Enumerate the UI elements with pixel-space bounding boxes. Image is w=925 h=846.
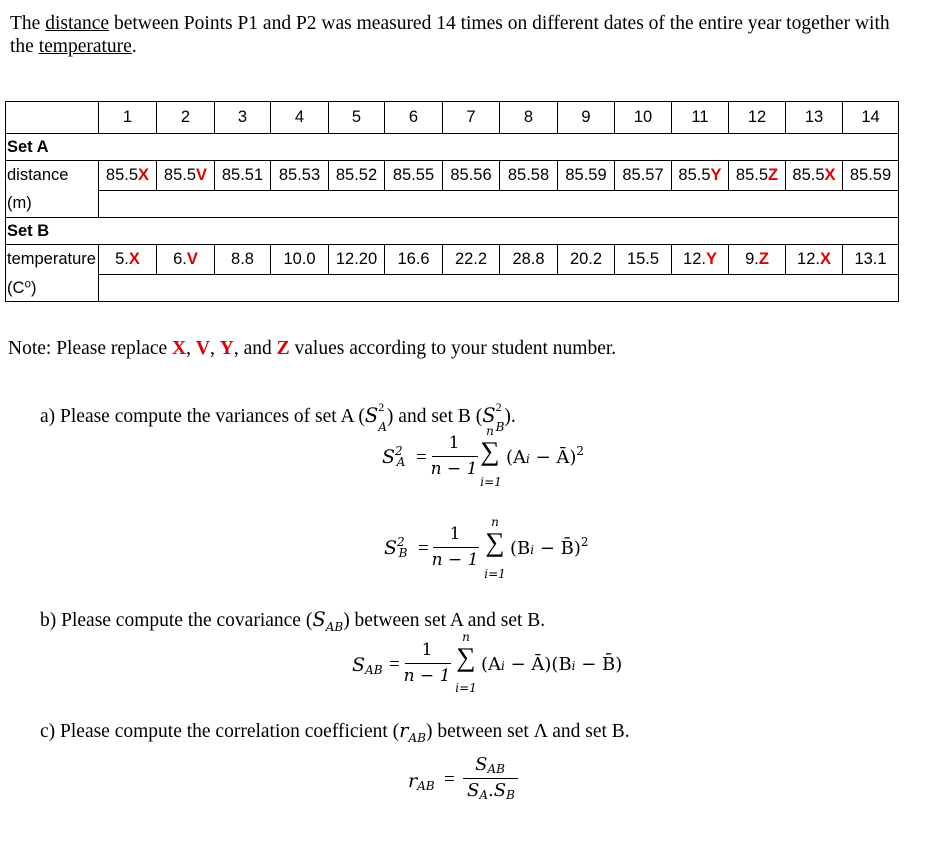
distance-cell — [729, 161, 786, 191]
temperature-unit: (C⁰) — [6, 275, 99, 302]
temperature-value: 5. — [115, 250, 129, 268]
temperature-cell — [215, 245, 271, 275]
col-header: 8 — [500, 102, 558, 134]
var-y: Y — [219, 338, 234, 359]
distance-cell — [558, 161, 615, 191]
measurement-table — [5, 101, 899, 302]
corner-cell — [6, 102, 99, 134]
temperature-value: 8.8 — [231, 250, 254, 268]
col-header: 13 — [786, 102, 843, 134]
col-header: 2 — [157, 102, 215, 134]
temperature-value: 12. — [797, 250, 820, 268]
distance-cell — [672, 161, 729, 191]
col-header: 6 — [385, 102, 443, 134]
student-variable: Y — [710, 166, 722, 184]
col-header: 5 — [329, 102, 385, 134]
temperature-cell — [329, 245, 385, 275]
distance-value: 85.53 — [278, 166, 321, 184]
student-variable: Z — [768, 166, 779, 184]
distance-value: 85.51 — [221, 166, 264, 184]
temperature-value: 10.0 — [283, 250, 316, 268]
col-header: 12 — [729, 102, 786, 134]
distance-unit-filler — [99, 191, 899, 218]
distance-value: 85.5 — [792, 166, 825, 184]
header-row — [6, 102, 899, 134]
set-b-label: Set B — [6, 218, 899, 245]
student-variable: V — [196, 166, 208, 184]
var-z: Z — [276, 338, 290, 359]
temperature-cell — [615, 245, 672, 275]
col-header: 3 — [215, 102, 271, 134]
question-a: a) Please compute the variances of set A (S 2 $_A$) and set B (S 2 $_B$). — [40, 400, 516, 434]
student-variable: X — [138, 166, 150, 184]
note-text: Note: Please replace X, V, Y, and Z values according to your student number. — [8, 338, 617, 359]
distance-value: 85.56 — [450, 166, 492, 184]
distance-cell — [271, 161, 329, 191]
distance-cell — [843, 161, 899, 191]
temperature-cell — [843, 245, 899, 275]
distance-cell — [99, 161, 157, 191]
distance-cell — [329, 161, 385, 191]
temperature-cell — [558, 245, 615, 275]
col-header: 10 — [615, 102, 672, 134]
temperature-row — [6, 245, 899, 275]
col-header: 1 — [99, 102, 157, 134]
student-variable: Y — [705, 250, 717, 268]
col-header: 9 — [558, 102, 615, 134]
set-a-label: Set A — [6, 134, 899, 161]
temperature-value: 13.1 — [854, 250, 887, 268]
distance-value: 85.5 — [678, 166, 711, 184]
student-variable: X — [824, 166, 836, 184]
distance-value: 85.57 — [622, 166, 664, 184]
student-variable: V — [186, 250, 198, 268]
col-header: 7 — [443, 102, 500, 134]
temperature-value: 16.6 — [397, 250, 430, 268]
distance-link: distance — [45, 13, 110, 34]
temperature-link: temperature — [38, 36, 132, 57]
distance-row — [6, 161, 899, 191]
col-header: 14 — [843, 102, 899, 134]
temperature-value: 22.2 — [454, 250, 488, 268]
temperature-label: temperature — [6, 245, 99, 275]
student-variable: X — [819, 250, 831, 268]
student-variable: Z — [758, 250, 769, 268]
var-x: X — [172, 338, 187, 359]
temperature-value: 28.8 — [512, 250, 545, 268]
distance-value: 85.59 — [849, 166, 892, 184]
question-c: c) Please compute the correlation coefficient $(r_{AB})$ between set Λ and set B. — [40, 719, 630, 745]
temperature-cell — [672, 245, 729, 275]
distance-cell — [615, 161, 672, 191]
intro-paragraph: The distance between Points P1 and P2 was measured 14 times on different dates of the entire year together with the temperature. — [10, 13, 890, 57]
distance-value: 85.58 — [507, 166, 550, 184]
distance-value: 85.5 — [163, 166, 197, 184]
distance-cell — [215, 161, 271, 191]
distance-value: 85.5 — [735, 166, 769, 184]
temperature-cell — [271, 245, 329, 275]
distance-value: 85.59 — [565, 166, 607, 184]
question-b: b) Please compute the covariance $(S_{AB})$ between set A and set B. — [40, 608, 546, 634]
col-header: 4 — [271, 102, 329, 134]
var-v: V — [195, 338, 210, 359]
set-a-row — [6, 134, 899, 161]
temperature-cell — [786, 245, 843, 275]
distance-cell — [385, 161, 443, 191]
temperature-value: 6. — [173, 250, 187, 268]
temperature-value: 12. — [683, 250, 706, 268]
distance-unit: (m) — [6, 191, 99, 218]
distance-cell — [500, 161, 558, 191]
temperature-cell — [500, 245, 558, 275]
distance-cell — [443, 161, 500, 191]
distance-value: 85.55 — [392, 166, 435, 184]
temperature-value: 20.2 — [569, 250, 603, 268]
col-header: 11 — [672, 102, 729, 134]
distance-value: 85.5 — [105, 166, 139, 184]
set-b-row — [6, 218, 899, 245]
temperature-cell — [729, 245, 786, 275]
distance-value: 85.52 — [335, 166, 378, 184]
temperature-cell — [385, 245, 443, 275]
temperature-value: 15.5 — [626, 250, 660, 268]
distance-label: distance — [6, 161, 99, 191]
temperature-value: 12.20 — [335, 250, 378, 268]
temperature-cell — [99, 245, 157, 275]
temperature-cell — [443, 245, 500, 275]
distance-cell — [786, 161, 843, 191]
temperature-unit-filler — [99, 275, 899, 302]
distance-unit-row — [6, 191, 899, 218]
temperature-unit-row — [6, 275, 899, 302]
student-variable: X — [128, 250, 140, 268]
temperature-value: 9. — [745, 250, 759, 268]
distance-cell — [157, 161, 215, 191]
temperature-cell — [157, 245, 215, 275]
